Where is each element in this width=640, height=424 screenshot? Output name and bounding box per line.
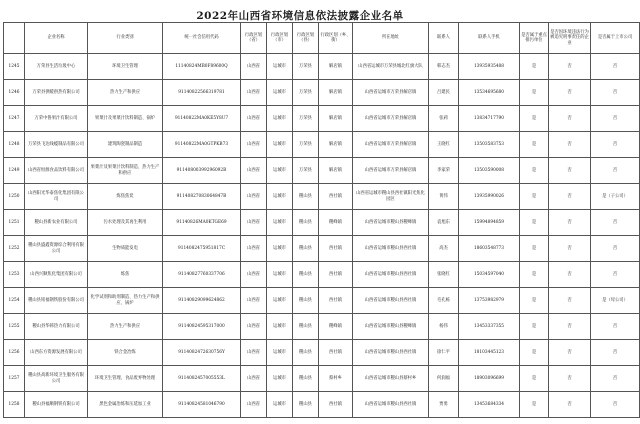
header-address: 所在地址	[353, 23, 429, 54]
header-penalty: 是否因环境违法行为被追究刑事责任的企业	[549, 23, 591, 54]
cell-county: 稷山县	[293, 392, 319, 418]
cell-seq: 1247	[4, 106, 25, 132]
cell-county: 稷山县	[293, 236, 319, 262]
cell-city: 运城市	[267, 262, 293, 288]
table-row	[4, 158, 640, 184]
table-row	[4, 54, 640, 80]
cell-seq: 1246	[4, 80, 25, 106]
cell-phone: 18603548773	[459, 236, 520, 262]
cell-phone: 13534695680	[459, 80, 520, 106]
cell-penalty: 否	[549, 314, 591, 340]
cell-credit-code: 91140822MA0KE5Y8U7	[163, 106, 241, 132]
cell-penalty: 否	[549, 262, 591, 288]
cell-address: 山西省运城市万荣县解店镇	[353, 132, 429, 158]
cell-phone: 13453337355	[459, 314, 520, 340]
cell-city: 运城市	[267, 366, 293, 392]
cell-province: 山西省	[241, 392, 267, 418]
cell-contact: 毛孔栋	[429, 288, 459, 314]
cell-credit-code: 11140824MB0F89600Q	[163, 54, 241, 80]
cell-contact: 王晓红	[429, 132, 459, 158]
cell-key-unit: 是	[520, 210, 549, 236]
cell-seq: 1252	[4, 236, 25, 262]
cell-penalty: 否	[549, 184, 591, 210]
cell-city: 运城市	[267, 54, 293, 80]
cell-listed: 否	[591, 366, 640, 392]
cell-industry: 黑色金属冶炼和压延加工业	[88, 392, 163, 418]
header-credit-code: 统一社会信用代码	[163, 23, 241, 54]
cell-address: 山西省运城市稷山县西社镇	[353, 392, 429, 418]
header-contact: 联系人	[429, 23, 459, 54]
cell-phone: 13453684334	[459, 392, 520, 418]
header-industry: 行业类别	[88, 23, 163, 54]
cell-penalty: 否	[549, 288, 591, 314]
cell-name: 万荣县飞达线缆制品有限公司	[25, 132, 88, 158]
cell-listed: 是（母公司）	[591, 288, 640, 314]
cell-credit-code: 91140822566319781	[163, 80, 241, 106]
cell-phone: 13935990026	[459, 184, 520, 210]
cell-listed: 否	[591, 54, 640, 80]
cell-province: 山西省	[241, 54, 267, 80]
cell-name: 万荣县供暖供热有限公司	[25, 80, 88, 106]
cell-credit-code: 91140800399296092B	[163, 158, 241, 184]
cell-name: 稷山县铭福钢铁股份有限公司	[25, 288, 88, 314]
cell-penalty: 否	[549, 236, 591, 262]
cell-listed: 否	[591, 262, 640, 288]
table-row	[4, 288, 640, 314]
cell-name: 山西省恒源食品饮料有限公司	[25, 158, 88, 184]
cell-town: 解店镇	[319, 132, 353, 158]
table-row	[4, 366, 640, 392]
cell-city: 运城市	[267, 80, 293, 106]
cell-key-unit: 是	[520, 236, 549, 262]
cell-town: 西社镇	[319, 236, 353, 262]
header-province: 行政区划（省）	[241, 23, 267, 54]
cell-penalty: 否	[549, 392, 591, 418]
header-key-unit: 是否属于重点排污单位	[520, 23, 549, 54]
cell-address: 山西省运城市稷山县西社镇	[353, 340, 429, 366]
cell-penalty: 否	[549, 132, 591, 158]
cell-province: 山西省	[241, 288, 267, 314]
cell-name: 稷山县华韩热力有限公司	[25, 314, 88, 340]
cell-credit-code: 91140822MA0GTPKB73	[163, 132, 241, 158]
header-phone: 联系人手机	[459, 23, 520, 54]
table-row	[4, 314, 640, 340]
cell-listed: 否	[591, 80, 640, 106]
cell-town: 西社镇	[319, 262, 353, 288]
cell-name: 稷山县高新环境卫生服务有限公司	[25, 366, 88, 392]
cell-industry: 生物质能发电	[88, 236, 163, 262]
cell-contact: 杨伟	[429, 314, 459, 340]
cell-credit-code: 9114082457005553L	[163, 366, 241, 392]
cell-name: 山西兴顺焦化集团有限公司	[25, 262, 88, 288]
cell-county: 稷山县	[293, 288, 319, 314]
cell-seq: 1245	[4, 54, 25, 80]
cell-town: 西社镇	[319, 184, 353, 210]
header-town: 行政区划（乡、街）	[319, 23, 353, 54]
cell-province: 山西省	[241, 314, 267, 340]
document-title: 2022年山西省环境信息依法披露企业名单	[196, 10, 404, 22]
cell-listed: 否	[591, 392, 640, 418]
cell-town: 西社镇	[319, 340, 353, 366]
cell-name: 稷山县福顺钢铁有限公司	[25, 392, 88, 418]
cell-penalty: 否	[549, 54, 591, 80]
table-row	[4, 392, 640, 418]
cell-key-unit: 是	[520, 314, 549, 340]
table-row	[4, 236, 640, 262]
cell-key-unit: 是	[520, 132, 549, 158]
table-body	[4, 54, 640, 418]
cell-credit-code: 91140824581046790	[163, 392, 241, 418]
cell-key-unit: 是	[520, 106, 549, 132]
cell-town: 解店镇	[319, 158, 353, 184]
cell-credit-code: 91140829099624862	[163, 288, 241, 314]
cell-industry: 环境卫生管理	[88, 54, 163, 80]
cell-key-unit: 是	[520, 184, 549, 210]
cell-credit-code: 91140827760337706	[163, 262, 241, 288]
cell-listed: 否	[591, 158, 640, 184]
table-row	[4, 132, 640, 158]
cell-town: 解店镇	[319, 80, 353, 106]
cell-city: 运城市	[267, 210, 293, 236]
cell-listed: 否	[591, 236, 640, 262]
enterprise-table	[3, 22, 640, 418]
cell-penalty: 否	[549, 158, 591, 184]
cell-contact: 张莉	[429, 106, 459, 132]
cell-credit-code: 91140827083064847B	[163, 184, 241, 210]
cell-city: 运城市	[267, 392, 293, 418]
header-seq	[4, 23, 25, 54]
cell-address: 山西省运城市万荣县解店镇	[353, 106, 429, 132]
cell-county: 稷山县	[293, 366, 319, 392]
cell-key-unit: 是	[520, 366, 549, 392]
cell-address: 山西省运城市稷山县西社镇阳光焦化园区	[353, 184, 429, 210]
cell-listed: 否	[591, 314, 640, 340]
cell-county: 稷山县	[293, 262, 319, 288]
cell-town: 解店镇	[319, 54, 353, 80]
cell-address: 山西省运城市稷山县稷峰镇	[353, 210, 429, 236]
cell-phone: 13834717790	[459, 106, 520, 132]
table-row	[4, 106, 640, 132]
cell-listed: 否	[591, 210, 640, 236]
cell-city: 运城市	[267, 184, 293, 210]
table-row	[4, 262, 640, 288]
cell-address: 山西省运城市万荣县城北红旗大队	[353, 54, 429, 80]
cell-county: 稷山县	[293, 314, 319, 340]
cell-province: 山西省	[241, 210, 267, 236]
cell-penalty: 否	[549, 210, 591, 236]
cell-county: 稷山县	[293, 184, 319, 210]
table-row	[4, 210, 640, 236]
cell-phone: 13503590008	[459, 158, 520, 184]
cell-province: 山西省	[241, 158, 267, 184]
cell-province: 山西省	[241, 106, 267, 132]
cell-contact: 袁旭东	[429, 210, 459, 236]
cell-key-unit: 是	[520, 54, 549, 80]
cell-seq: 1255	[4, 314, 25, 340]
cell-phone: 15034597040	[459, 262, 520, 288]
cell-phone: 13935935488	[459, 54, 520, 80]
cell-seq: 1254	[4, 288, 25, 314]
cell-industry: 热力生产和供应	[88, 314, 163, 340]
cell-key-unit: 是	[520, 392, 549, 418]
cell-seq: 1257	[4, 366, 25, 392]
cell-phone: 15994894859	[459, 210, 520, 236]
cell-industry: 炼焦焦炭	[88, 184, 163, 210]
cell-contact: 徐仁平	[429, 340, 459, 366]
cell-city: 运城市	[267, 288, 293, 314]
cell-city: 运城市	[267, 158, 293, 184]
table-row	[4, 340, 640, 366]
cell-phone: 13753982979	[459, 288, 520, 314]
cell-industry: 建筑陶瓷制品制造	[88, 132, 163, 158]
cell-penalty: 否	[549, 340, 591, 366]
cell-key-unit: 是	[520, 262, 549, 288]
cell-listed: 是（子公司）	[591, 184, 640, 210]
cell-key-unit: 是	[520, 80, 549, 106]
cell-name: 山西阳光华泰焦化集团有限公司	[25, 184, 88, 210]
cell-key-unit: 是	[520, 340, 549, 366]
cell-credit-code: 91140826MA0KTGE69	[163, 210, 241, 236]
cell-seq: 1250	[4, 184, 25, 210]
cell-town: 西社镇	[319, 288, 353, 314]
cell-contact: 韩志杰	[429, 54, 459, 80]
cell-name: 稷山县新农业有限公司	[25, 210, 88, 236]
cell-county: 万荣县	[293, 132, 319, 158]
cell-credit-code: 9114082475951817C	[163, 236, 241, 262]
cell-province: 山西省	[241, 340, 267, 366]
cell-penalty: 否	[549, 366, 591, 392]
cell-town: 稷峰镇	[319, 210, 353, 236]
cell-address: 山西省运城市万荣县解店镇	[353, 158, 429, 184]
cell-contact: 高杰	[429, 236, 459, 262]
cell-contact: 何润福	[429, 366, 459, 392]
cell-county: 万荣县	[293, 158, 319, 184]
cell-listed: 否	[591, 132, 640, 158]
cell-contact: 贾勇	[429, 392, 459, 418]
cell-key-unit: 是	[520, 158, 549, 184]
cell-city: 运城市	[267, 132, 293, 158]
header-city: 行政区划（市）	[267, 23, 293, 54]
cell-province: 山西省	[241, 132, 267, 158]
cell-key-unit: 是	[520, 288, 549, 314]
cell-industry: 化学试剂和助剂制造、热力生产和供应、锅炉	[88, 288, 163, 314]
cell-name: 山西东方资源发展有限公司	[25, 340, 88, 366]
cell-phone: 18903096699	[459, 366, 520, 392]
cell-contact: 吕建民	[429, 80, 459, 106]
cell-industry: 热力生产和供应	[88, 80, 163, 106]
cell-industry: 环境卫生管理，食品废弃物处理	[88, 366, 163, 392]
cell-address: 山西省运城市稷山县西社镇	[353, 236, 429, 262]
cell-seq: 1249	[4, 158, 25, 184]
cell-province: 山西省	[241, 262, 267, 288]
cell-penalty: 否	[549, 80, 591, 106]
cell-industry: 炼焦	[88, 262, 163, 288]
cell-town: 解店镇	[319, 106, 353, 132]
cell-address: 山西省运城市稷山县蔡村乡	[353, 366, 429, 392]
cell-city: 运城市	[267, 314, 293, 340]
cell-name: 万荣中鲁果汁有限公司	[25, 106, 88, 132]
table-row	[4, 80, 640, 106]
cell-county: 万荣县	[293, 80, 319, 106]
cell-name: 稷山县盛鑫资源综合利用有限公司	[25, 236, 88, 262]
cell-address: 山西省运城市稷山县西社镇	[353, 262, 429, 288]
table-row	[4, 184, 640, 210]
cell-city: 运城市	[267, 106, 293, 132]
cell-seq: 1258	[4, 392, 25, 418]
cell-address: 山西省运城市万荣县解店镇	[353, 80, 429, 106]
cell-province: 山西省	[241, 366, 267, 392]
cell-city: 运城市	[267, 236, 293, 262]
header-listed: 是否属于上市公司	[591, 23, 640, 54]
cell-county: 万荣县	[293, 54, 319, 80]
cell-county: 稷山县	[293, 210, 319, 236]
cell-industry: 果菜汁及果菜汁饮料制造、热力生产和供应	[88, 158, 163, 184]
cell-seq: 1256	[4, 340, 25, 366]
cell-address: 山西省运城市稷山县西社镇	[353, 288, 429, 314]
table-header-row	[4, 23, 640, 54]
cell-credit-code: 9114082472630756Y	[163, 340, 241, 366]
cell-address: 山西省运城市稷山县稷峰镇	[353, 314, 429, 340]
cell-contact: 张晓红	[429, 262, 459, 288]
cell-credit-code: 91140824595317000	[163, 314, 241, 340]
cell-contact: 黄伟	[429, 184, 459, 210]
cell-seq: 1251	[4, 210, 25, 236]
cell-listed: 否	[591, 106, 640, 132]
cell-phone: 18103445123	[459, 340, 520, 366]
header-name: 企业名称	[25, 23, 88, 54]
cell-seq: 1253	[4, 262, 25, 288]
cell-city: 运城市	[267, 340, 293, 366]
cell-penalty: 否	[549, 106, 591, 132]
cell-province: 山西省	[241, 184, 267, 210]
cell-listed: 否	[591, 340, 640, 366]
cell-town: 蔡村乡	[319, 366, 353, 392]
cell-phone: 13503583753	[459, 132, 520, 158]
cell-town: 西社镇	[319, 392, 353, 418]
header-county: 行政区划（县）	[293, 23, 319, 54]
cell-industry: 污水处理及其再生利用	[88, 210, 163, 236]
cell-county: 万荣县	[293, 106, 319, 132]
cell-town: 稷峰镇	[319, 314, 353, 340]
cell-industry: 果菜汁及果菜汁饮料制造、锅炉	[88, 106, 163, 132]
cell-contact: 李家荣	[429, 158, 459, 184]
cell-seq: 1248	[4, 132, 25, 158]
cell-province: 山西省	[241, 236, 267, 262]
cell-industry: 铁合金冶炼	[88, 340, 163, 366]
cell-county: 稷山县	[293, 340, 319, 366]
cell-name: 万荣县生活垃圾中心	[25, 54, 88, 80]
cell-province: 山西省	[241, 80, 267, 106]
